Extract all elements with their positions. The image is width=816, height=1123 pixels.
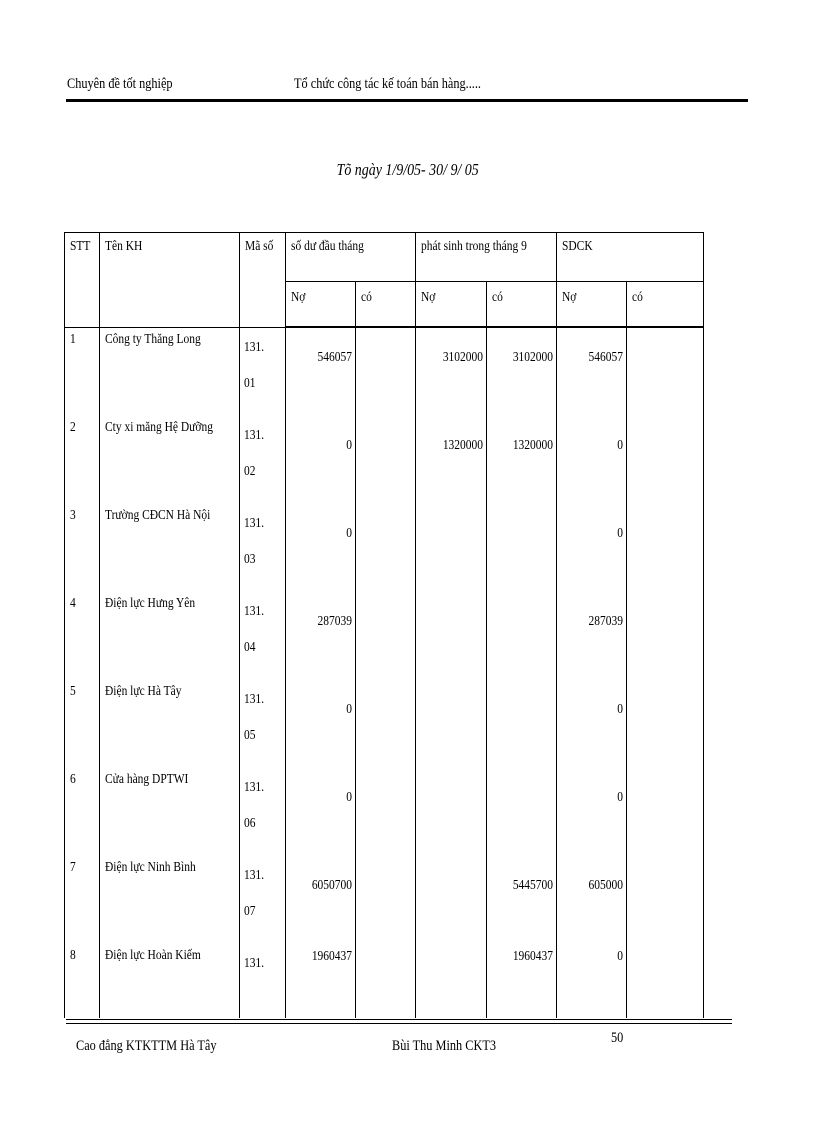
header-left-title: Chuyên đề tốt nghiệp bbox=[67, 76, 173, 92]
cell-opening-debit: 0 bbox=[286, 768, 356, 856]
cell-opening-debit: 1960437 bbox=[286, 944, 356, 1018]
cell-customer-name: Điện lực Hưng Yên bbox=[100, 592, 240, 680]
cell-stt: 5 bbox=[65, 680, 100, 768]
cell-closing-debit: 0 bbox=[557, 768, 627, 856]
cell-opening-debit: 287039 bbox=[286, 592, 356, 680]
cell-movement-debit bbox=[416, 856, 487, 944]
header-opening-balance: số dư đầu tháng bbox=[286, 233, 416, 282]
cell-customer-name: Điện lực Ninh Bình bbox=[100, 856, 240, 944]
table-row bbox=[65, 856, 704, 944]
customer-ledger-table bbox=[64, 232, 704, 1018]
cell-closing-credit bbox=[627, 592, 704, 680]
cell-opening-debit: 0 bbox=[286, 680, 356, 768]
footer-school: Cao đẳng KTKTTM Hà Tây bbox=[76, 1038, 217, 1054]
table-row bbox=[65, 944, 704, 1018]
table-row bbox=[65, 504, 704, 592]
cell-customer-name: Điện lực Hoàn Kiếm bbox=[100, 944, 240, 1018]
cell-closing-credit bbox=[627, 856, 704, 944]
cell-closing-debit: 605000 bbox=[557, 856, 627, 944]
cell-movement-credit: 1960437 bbox=[487, 944, 557, 1018]
cell-stt: 4 bbox=[65, 592, 100, 680]
header-closing-balance: SDCK bbox=[557, 233, 704, 282]
header-closing-credit: có bbox=[627, 282, 704, 328]
header-code: Mã số bbox=[240, 233, 286, 328]
table-row bbox=[65, 592, 704, 680]
cell-opening-debit: 546057 bbox=[286, 327, 356, 416]
cell-customer-name: Trường CĐCN Hà Nội bbox=[100, 504, 240, 592]
cell-code: 131. 05 bbox=[240, 680, 286, 768]
cell-code: 131. 06 bbox=[240, 768, 286, 856]
cell-stt: 6 bbox=[65, 768, 100, 856]
cell-code: 131. 02 bbox=[240, 416, 286, 504]
cell-code: 131. 07 bbox=[240, 856, 286, 944]
cell-code: 131. 01 bbox=[240, 327, 286, 416]
table-row bbox=[65, 416, 704, 504]
cell-movement-debit: 1320000 bbox=[416, 416, 487, 504]
cell-opening-credit bbox=[356, 416, 416, 504]
table-row bbox=[65, 768, 704, 856]
cell-closing-credit bbox=[627, 416, 704, 504]
cell-closing-credit bbox=[627, 768, 704, 856]
cell-closing-credit bbox=[627, 680, 704, 768]
cell-movement-debit bbox=[416, 592, 487, 680]
cell-opening-credit bbox=[356, 680, 416, 768]
header-customer-name: Tên KH bbox=[100, 233, 240, 328]
cell-closing-debit: 0 bbox=[557, 944, 627, 1018]
cell-closing-debit: 0 bbox=[557, 416, 627, 504]
header-movement: phát sinh trong tháng 9 bbox=[416, 233, 557, 282]
header-right-title: Tổ chức công tác kế toán bán hàng..... bbox=[294, 76, 481, 92]
header-movement-debit: Nợ bbox=[416, 282, 487, 328]
cell-movement-credit: 1320000 bbox=[487, 416, 557, 504]
cell-code: 131. 03 bbox=[240, 504, 286, 592]
cell-closing-credit bbox=[627, 504, 704, 592]
cell-opening-credit bbox=[356, 768, 416, 856]
cell-movement-debit bbox=[416, 504, 487, 592]
page-number: 50 bbox=[611, 1030, 624, 1046]
cell-opening-credit bbox=[356, 856, 416, 944]
cell-closing-credit bbox=[627, 944, 704, 1018]
cell-movement-credit: 5445700 bbox=[487, 856, 557, 944]
cell-movement-debit: 3102000 bbox=[416, 327, 487, 416]
cell-opening-credit bbox=[356, 592, 416, 680]
cell-movement-credit bbox=[487, 592, 557, 680]
cell-opening-debit: 0 bbox=[286, 504, 356, 592]
cell-opening-credit bbox=[356, 944, 416, 1018]
cell-opening-debit: 6050700 bbox=[286, 856, 356, 944]
cell-code: 131. 04 bbox=[240, 592, 286, 680]
cell-opening-credit bbox=[356, 327, 416, 416]
cell-closing-debit: 546057 bbox=[557, 327, 627, 416]
cell-closing-debit: 0 bbox=[557, 680, 627, 768]
header-opening-credit: có bbox=[356, 282, 416, 328]
header-stt: STT bbox=[65, 233, 100, 328]
cell-stt: 3 bbox=[65, 504, 100, 592]
header-rule bbox=[66, 99, 748, 102]
cell-stt: 7 bbox=[65, 856, 100, 944]
cell-stt: 1 bbox=[65, 327, 100, 416]
cell-opening-debit: 0 bbox=[286, 416, 356, 504]
footer-author: Bùi Thu Minh CKT3 bbox=[392, 1038, 496, 1054]
cell-closing-debit: 287039 bbox=[557, 592, 627, 680]
header-opening-debit: Nợ bbox=[286, 282, 356, 328]
cell-customer-name: Cửa hàng DPTWI bbox=[100, 768, 240, 856]
cell-customer-name: Cty xi măng Hệ Dưỡng bbox=[100, 416, 240, 504]
footer-rule bbox=[66, 1019, 732, 1024]
cell-closing-credit bbox=[627, 327, 704, 416]
cell-movement-debit bbox=[416, 944, 487, 1018]
header-closing-debit: Nợ bbox=[557, 282, 627, 328]
table-row bbox=[65, 680, 704, 768]
date-range-subtitle: Tõ ngày 1/9/05- 30/ 9/ 05 bbox=[336, 160, 480, 179]
cell-stt: 8 bbox=[65, 944, 100, 1018]
cell-customer-name: Điện lực Hà Tây bbox=[100, 680, 240, 768]
cell-movement-credit bbox=[487, 680, 557, 768]
table-row bbox=[65, 327, 704, 416]
cell-stt: 2 bbox=[65, 416, 100, 504]
cell-movement-credit bbox=[487, 768, 557, 856]
cell-movement-credit: 3102000 bbox=[487, 327, 557, 416]
cell-customer-name: Công ty Thăng Long bbox=[100, 327, 240, 416]
cell-closing-debit: 0 bbox=[557, 504, 627, 592]
header-movement-credit: có bbox=[487, 282, 557, 328]
cell-opening-credit bbox=[356, 504, 416, 592]
cell-movement-credit bbox=[487, 504, 557, 592]
cell-movement-debit bbox=[416, 680, 487, 768]
cell-code: 131. bbox=[240, 944, 286, 1018]
cell-movement-debit bbox=[416, 768, 487, 856]
